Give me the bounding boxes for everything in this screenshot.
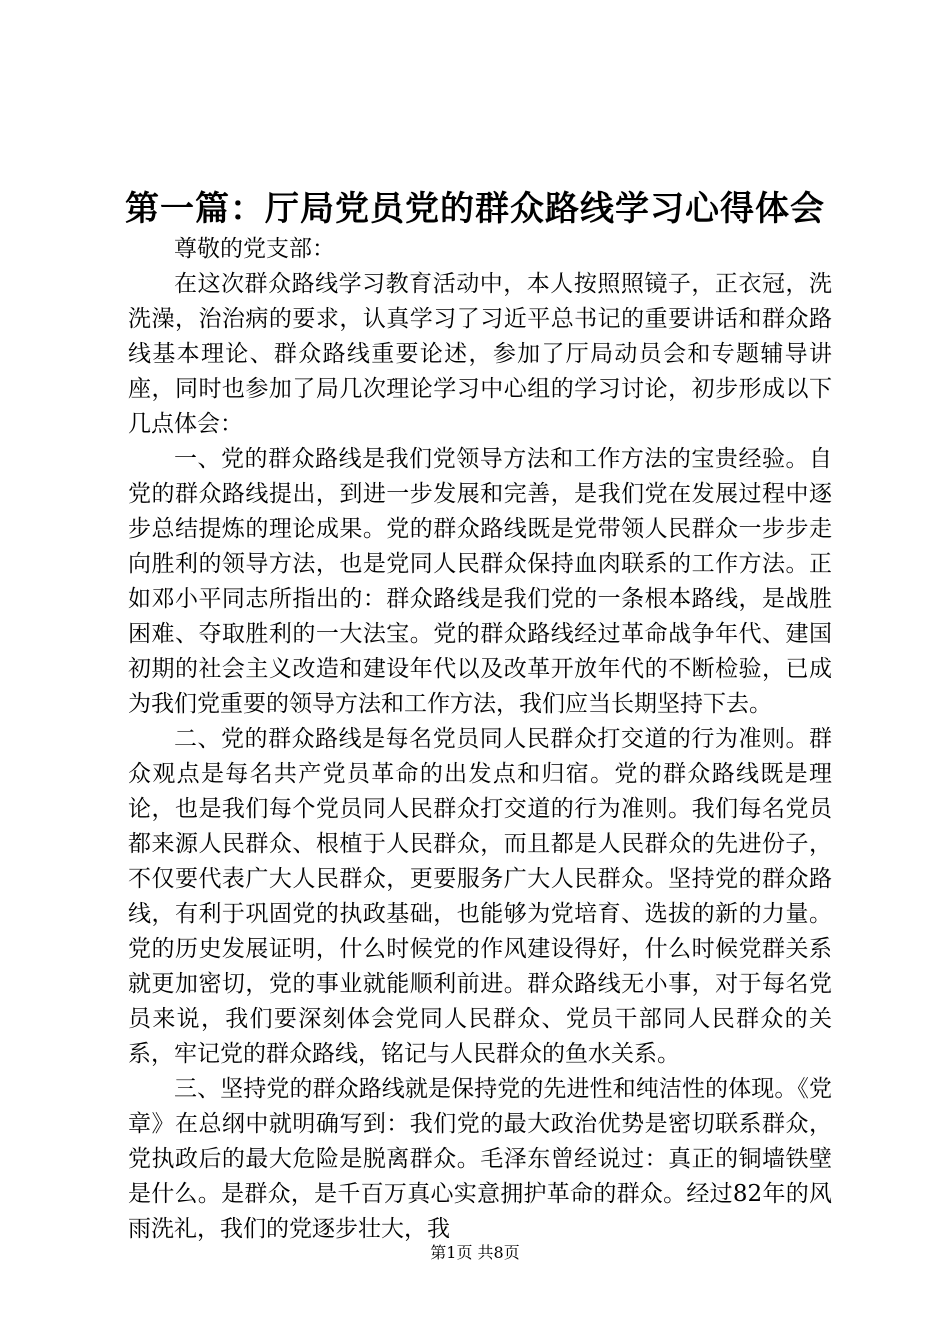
paragraph-intro: 在这次群众路线学习教育活动中，本人按照照镜子，正衣冠，洗洗澡，治治病的要求，认真学习了习近平总书记的重要讲话和群众路线基本理论、群众路线重要论述，参加了厅局动员会和专题辅导讲座，同时也参加了局几次理论学习中心组的学习讨论，初步形成以下几点体会：	[128, 271, 832, 437]
document-body	[128, 232, 832, 1247]
page-footer: 第1页 共8页	[430, 1243, 520, 1262]
salutation: 尊敬的党支部：	[174, 236, 335, 262]
document-title: 第一篇：厅局党员党的群众路线学习心得体会	[125, 189, 825, 229]
paragraph-point-2: 二、党的群众路线是每名党员同人民群众打交道的行为准则。群众观点是每名共产党员革命的出发点和归宿。党的群众路线既是理论，也是我们每个党员同人民群众打交道的行为准则。我们每名党员都来源人民群众、根植于人民群众，而且都是人民群众的先进份子，不仅要代表广大人民群众，更要服务广大人民群众。坚持党的群众路线，有利于巩固党的执政基础，也能够为党培育、选拔的新的力量。党的历史发展证明，什么时候党的作风建设得好，什么时候党群关系就更加密切，党的事业就能顺利前进。群众路线无小事，对于每名党员来说，我们要深刻体会党同人民群众、党员干部同人民群众的关系，牢记党的群众路线，铭记与人民群众的鱼水关系。	[128, 726, 832, 1067]
paragraph-point-1: 一、党的群众路线是我们党领导方法和工作方法的宝贵经验。自党的群众路线提出，到进一步发展和完善，是我们党在发展过程中逐步总结提炼的理论成果。党的群众路线既是党带领人民群众一步步走向胜利的领导方法，也是党同人民群众保持血肉联系的工作方法。正如邓小平同志所指出的：群众路线是我们党的一条根本路线，是战胜困难、夺取胜利的一大法宝。党的群众路线经过革命战争年代、建国初期的社会主义改造和建设年代以及改革开放年代的不断检验，已成为我们党重要的领导方法和工作方法，我们应当长期坚持下去。	[128, 446, 832, 717]
paragraph-point-3: 三、坚持党的群众路线就是保持党的先进性和纯洁性的体现。《党章》在总纲中就明确写到：我们党的最大政治优势是密切联系群众，党执政后的最大危险是脱离群众。毛泽东曾经说过：真正的铜墙铁壁是什么。是群众，是千百万真心实意拥护革命的群众。经过82年的风雨洗礼，我们的党逐步壮大，我	[128, 1076, 832, 1242]
